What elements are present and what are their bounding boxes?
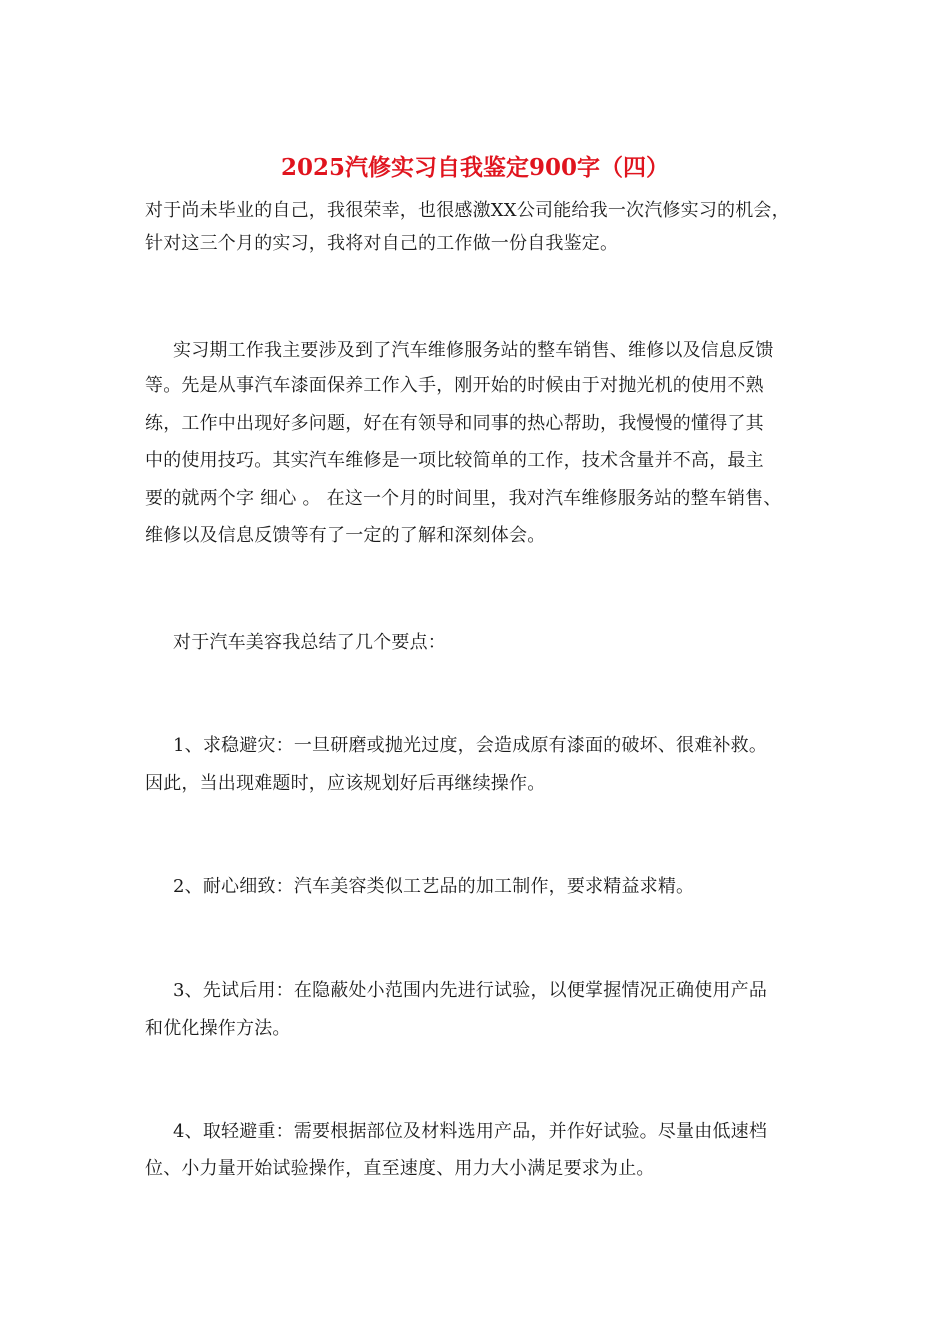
paragraph1-line-2: 等。先是从事汽车漆面保养工作入手，刚开始的时候由于对抛光机的使用不熟: [145, 375, 764, 396]
point3-line-2: 和优化操作方法。: [145, 1018, 291, 1039]
intro-line-1: 对于尚未毕业的自己，我很荣幸，也很感激XX公司能给我一次汽修实习的机会，: [145, 200, 790, 221]
intro-line-2: 针对这三个月的实习，我将对自己的工作做一份自我鉴定。: [145, 233, 619, 254]
paragraph1-line-1: 实习期工作我主要涉及到了汽车维修服务站的整车销售、维修以及信息反馈: [173, 340, 774, 361]
point1-line-1: 1、求稳避灾：一旦研磨或抛光过度，会造成原有漆面的破坏、很难补救。: [173, 735, 768, 756]
point1-line-2: 因此，当出现难题时，应该规划好后再继续操作。: [145, 773, 546, 794]
point2-line-1: 2、耐心细致：汽车美容类似工艺品的加工制作，要求精益求精。: [173, 876, 695, 897]
point4-line-1: 4、取轻避重：需要根据部位及材料选用产品，并作好试验。尽量由低速档: [173, 1121, 768, 1142]
point4-line-2: 位、小力量开始试验操作，直至速度、用力大小满足要求为止。: [145, 1158, 655, 1179]
document-title: 2025汽修实习自我鉴定900字（四）: [280, 154, 670, 181]
paragraph1-line-6: 维修以及信息反馈等有了一定的了解和深刻体会。: [145, 525, 546, 546]
point3-line-1: 3、先试后用：在隐蔽处小范围内先进行试验，以便掌握情况正确使用产品: [173, 980, 768, 1001]
summary-intro: 对于汽车美容我总结了几个要点：: [173, 632, 446, 653]
paragraph1-line-4: 中的使用技巧。其实汽车维修是一项比较简单的工作，技术含量并不高，最主: [145, 450, 764, 471]
paragraph1-line-5: 要的就两个字 细心 。 在这一个月的时间里，我对汽车维修服务站的整车销售、: [145, 488, 782, 509]
paragraph1-line-3: 练，工作中出现好多问题，好在有领导和同事的热心帮助，我慢慢的懂得了其: [145, 413, 764, 434]
